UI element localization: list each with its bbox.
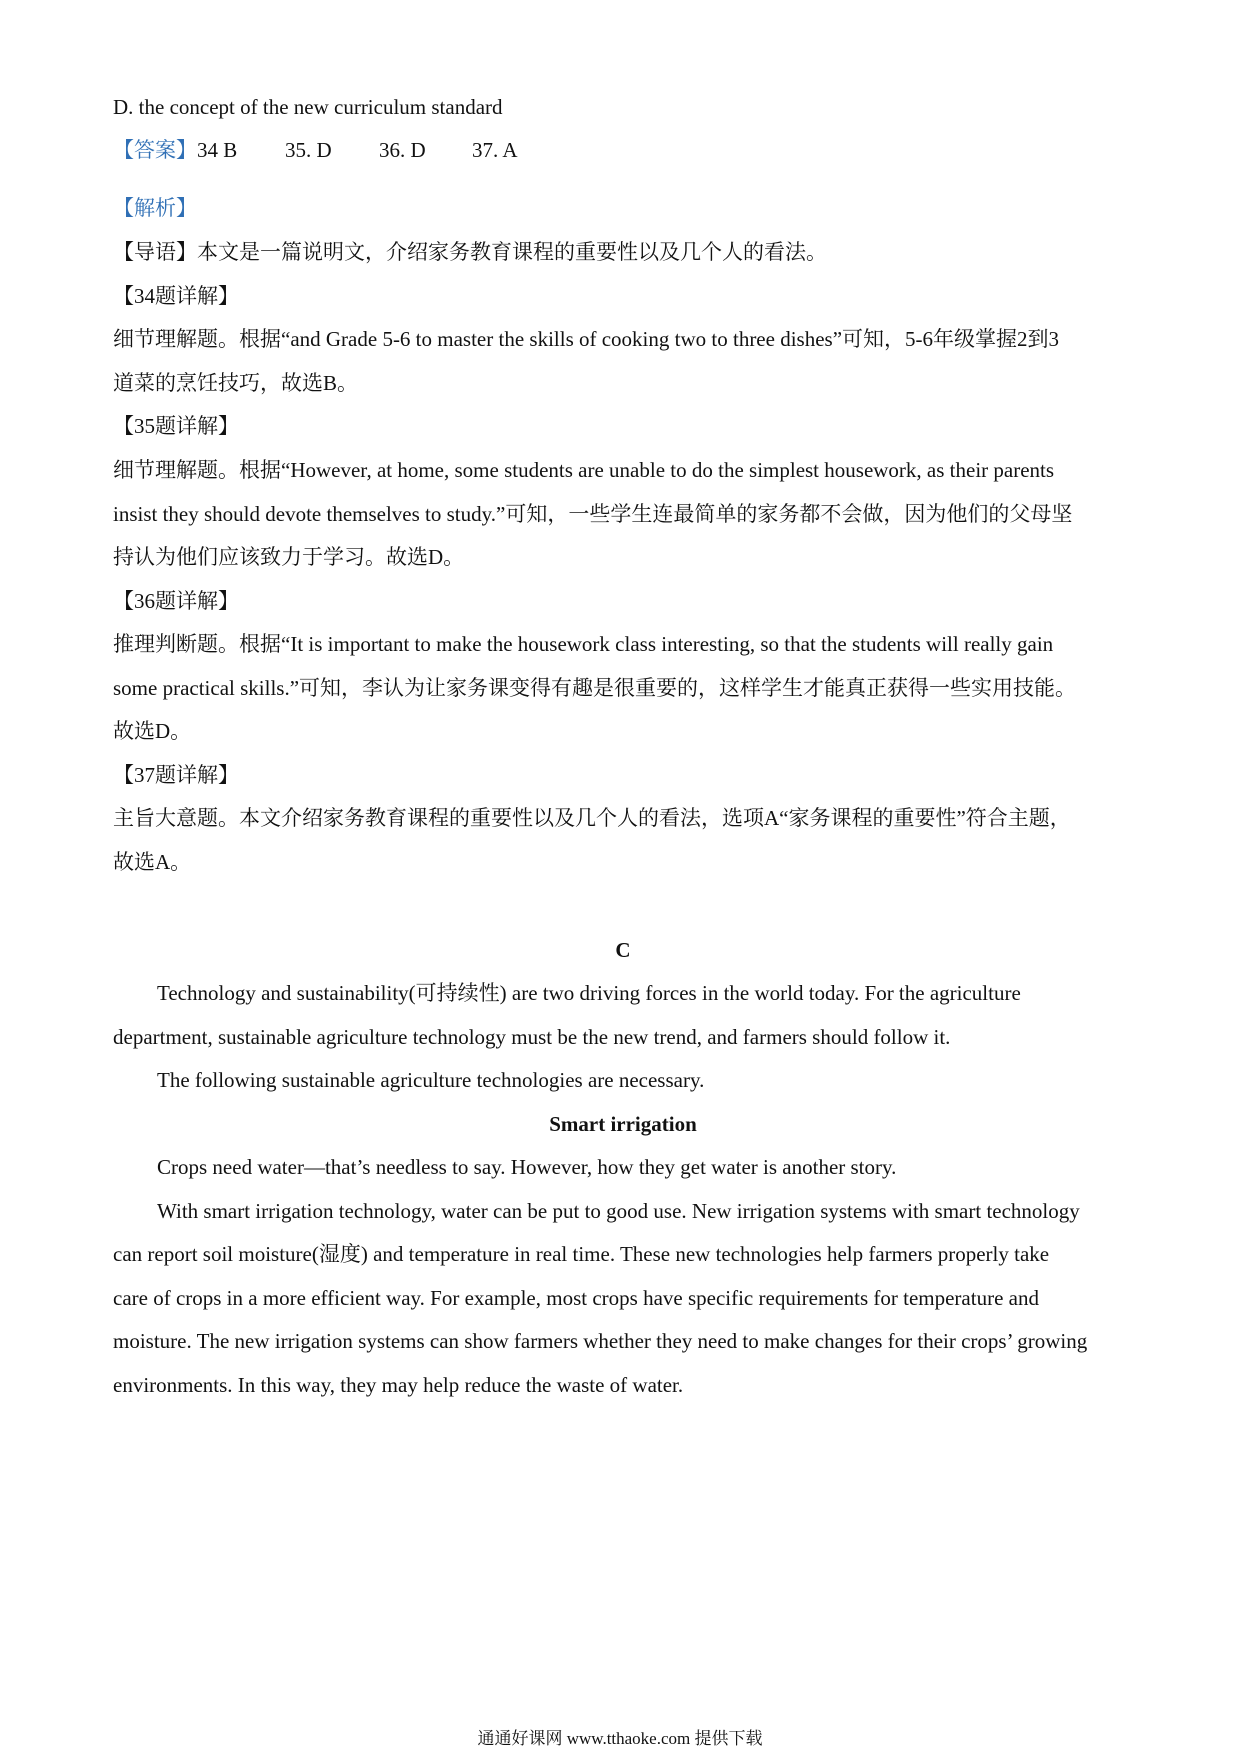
q36-line: 故选D。 xyxy=(113,719,192,743)
paragraph-line: environments. In this way, they may help reduce the waste of water. xyxy=(113,1373,684,1397)
q34-line: 细节理解题。根据“and Grade 5-6 to master the skills of cooking two to three dishes”可知，5-6年级掌握2到3 xyxy=(113,327,1060,351)
analysis-label: 【解析】 xyxy=(113,196,197,220)
q34-line: 道菜的烹饪技巧，故选B。 xyxy=(113,371,359,395)
paragraph-line: The following sustainable agriculture technologies are necessary. xyxy=(157,1068,705,1092)
intro-text: 【导语】本文是一篇说明文，介绍家务教育课程的重要性以及几个人的看法。 xyxy=(113,240,827,264)
q36-line: 推理判断题。根据“It is important to make the housework class interesting, so that the students will really gain xyxy=(113,632,1054,656)
q36-heading: 【36题详解】 xyxy=(113,589,239,613)
paragraph-line: moisture. The new irrigation systems can show farmers whether they need to make changes for their crops’ growing xyxy=(113,1329,1088,1353)
answer-item: 36. D xyxy=(379,138,426,162)
answer-label: 【答案】 xyxy=(113,138,197,162)
page-footer: 通通好课网 www.tthaoke.com 提供下载 xyxy=(477,1729,763,1748)
paragraph-line: Technology and sustainability(可持续性) are two driving forces in the world today. For the agriculture xyxy=(157,981,1021,1005)
option-d: D. the concept of the new curriculum standard xyxy=(113,95,503,119)
paragraph-line: care of crops in a more efficient way. For example, most crops have specific requirements for temperature and xyxy=(113,1286,1039,1310)
q37-line: 故选A。 xyxy=(113,850,192,874)
answer-item: 35. D xyxy=(285,138,332,162)
answer-item: 34 B xyxy=(197,138,238,162)
paragraph-line: department, sustainable agriculture technology must be the new trend, and farmers should follow it. xyxy=(113,1025,951,1049)
paragraph-line: With smart irrigation technology, water can be put to good use. New irrigation systems with smart technology xyxy=(157,1199,1080,1223)
q35-line: insist they should devote themselves to study.”可知，一些学生连最简单的家务都不会做，因为他们的父母坚 xyxy=(113,502,1073,526)
q35-line: 细节理解题。根据“However, at home, some students are unable to do the simplest housework, as their parents xyxy=(113,458,1055,482)
q34-heading: 【34题详解】 xyxy=(113,284,239,308)
paragraph-line: can report soil moisture(湿度) and temperature in real time. These new technologies help farmers properly take xyxy=(113,1242,1050,1266)
section-title: C xyxy=(615,938,631,962)
q37-heading: 【37题详解】 xyxy=(113,763,239,787)
subheading: Smart irrigation xyxy=(549,1112,697,1136)
q35-line: 持认为他们应该致力于学习。故选D。 xyxy=(113,545,465,569)
answer-item: 37. A xyxy=(472,138,518,162)
q36-line: some practical skills.”可知，李认为让家务课变得有趣是很重要的，这样学生才能真正获得一些实用技能。 xyxy=(113,676,1077,700)
q37-line: 主旨大意题。本文介绍家务教育课程的重要性以及几个人的看法，选项A“家务课程的重要性”符合主题， xyxy=(113,806,1071,830)
answer-line xyxy=(113,135,518,165)
q35-heading: 【35题详解】 xyxy=(113,414,239,438)
paragraph-line: Crops need water—that’s needless to say. However, how they get water is another story. xyxy=(157,1155,897,1179)
